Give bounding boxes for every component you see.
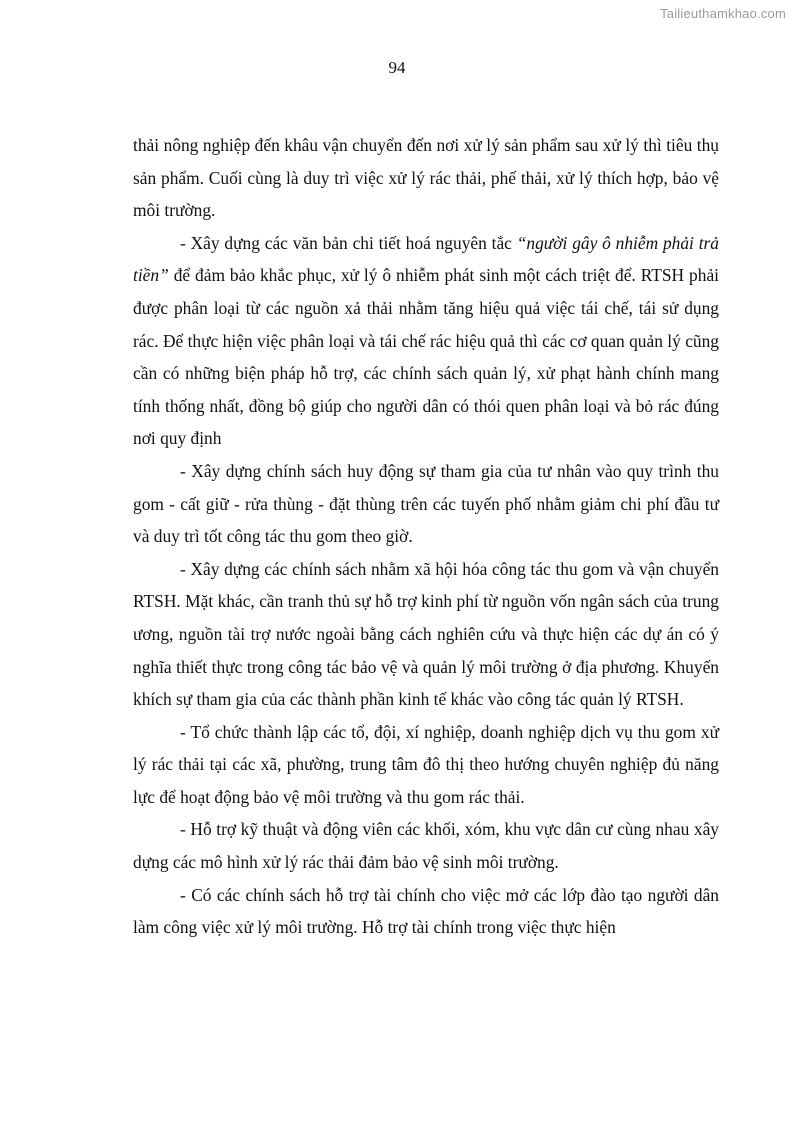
page-number: 94 (388, 58, 406, 77)
paragraph: - Xây dựng các văn bản chi tiết hoá nguyên tắc “người gây ô nhiễm phải trả tiền” để đảm bảo khắc phục, xử lý ô nhiễm phát sinh một cách triệt để. RTSH phải được phân loại từ các nguồn xả thải nhằm tăng hiệu quả việc tái chế, tái sử dụng rác. Để thực hiện việc phân loại và tái chế rác hiệu quả thì các cơ quan quản lý cũng cần có những biện pháp hỗ trợ, các chính sách quản lý, xử phạt hành chính mang tính thống nhất, đồng bộ giúp cho người dân có thói quen phân loại và bỏ rác đúng nơi quy định (133, 232, 719, 449)
watermark-text: Tailieuthamkhao.com (660, 6, 786, 21)
paragraph: - Xây dựng các chính sách nhằm xã hội hóa công tác thu gom và vận chuyển RTSH. Mặt khác, cần tranh thủ sự hỗ trợ kinh phí từ nguồn vốn ngân sách của trung ương, nguồn tài trợ nước ngoài bằng cách nghiên cứu và thực hiện các dự án có ý nghĩa thiết thực trong công tác bảo vệ và quản lý môi trường ở địa phương. Khuyến khích sự tham gia của các thành phần kinh tế khác vào công tác quản lý RTSH. (133, 558, 719, 710)
paragraph: - Xây dựng chính sách huy động sự tham gia của tư nhân vào quy trình thu gom - cất giữ - rửa thùng - đặt thùng trên các tuyến phố nhằm giảm chi phí đầu tư và duy trì tốt công tác thu gom theo giờ. (133, 460, 719, 547)
paragraph: - Tổ chức thành lập các tổ, đội, xí nghiệp, doanh nghiệp dịch vụ thu gom xử lý rác thải tại các xã, phường, trung tâm đô thị theo hướng chuyên nghiệp đủ năng lực để hoạt động bảo vệ môi trường và thu gom rác thải. (133, 721, 719, 807)
paragraph: - Có các chính sách hỗ trợ tài chính cho việc mở các lớp đào tạo người dân làm công việc xử lý môi trường. Hỗ trợ tài chính trong việc thực hiện (133, 884, 719, 938)
document-body (133, 129, 719, 944)
paragraph: thải nông nghiệp đến khâu vận chuyển đến nơi xử lý sản phẩm sau xử lý thì tiêu thụ sản phẩm. Cuối cùng là duy trì việc xử lý rác thải, phế thải, xử lý thích hợp, bảo vệ môi trường. (133, 135, 719, 221)
paragraph: - Hỗ trợ kỹ thuật và động viên các khối, xóm, khu vực dân cư cùng nhau xây dựng các mô hình xử lý rác thải đảm bảo vệ sinh môi trường. (133, 819, 719, 873)
quoted-principle: “người gây ô nhiễm phải trả tiền” (133, 232, 719, 286)
